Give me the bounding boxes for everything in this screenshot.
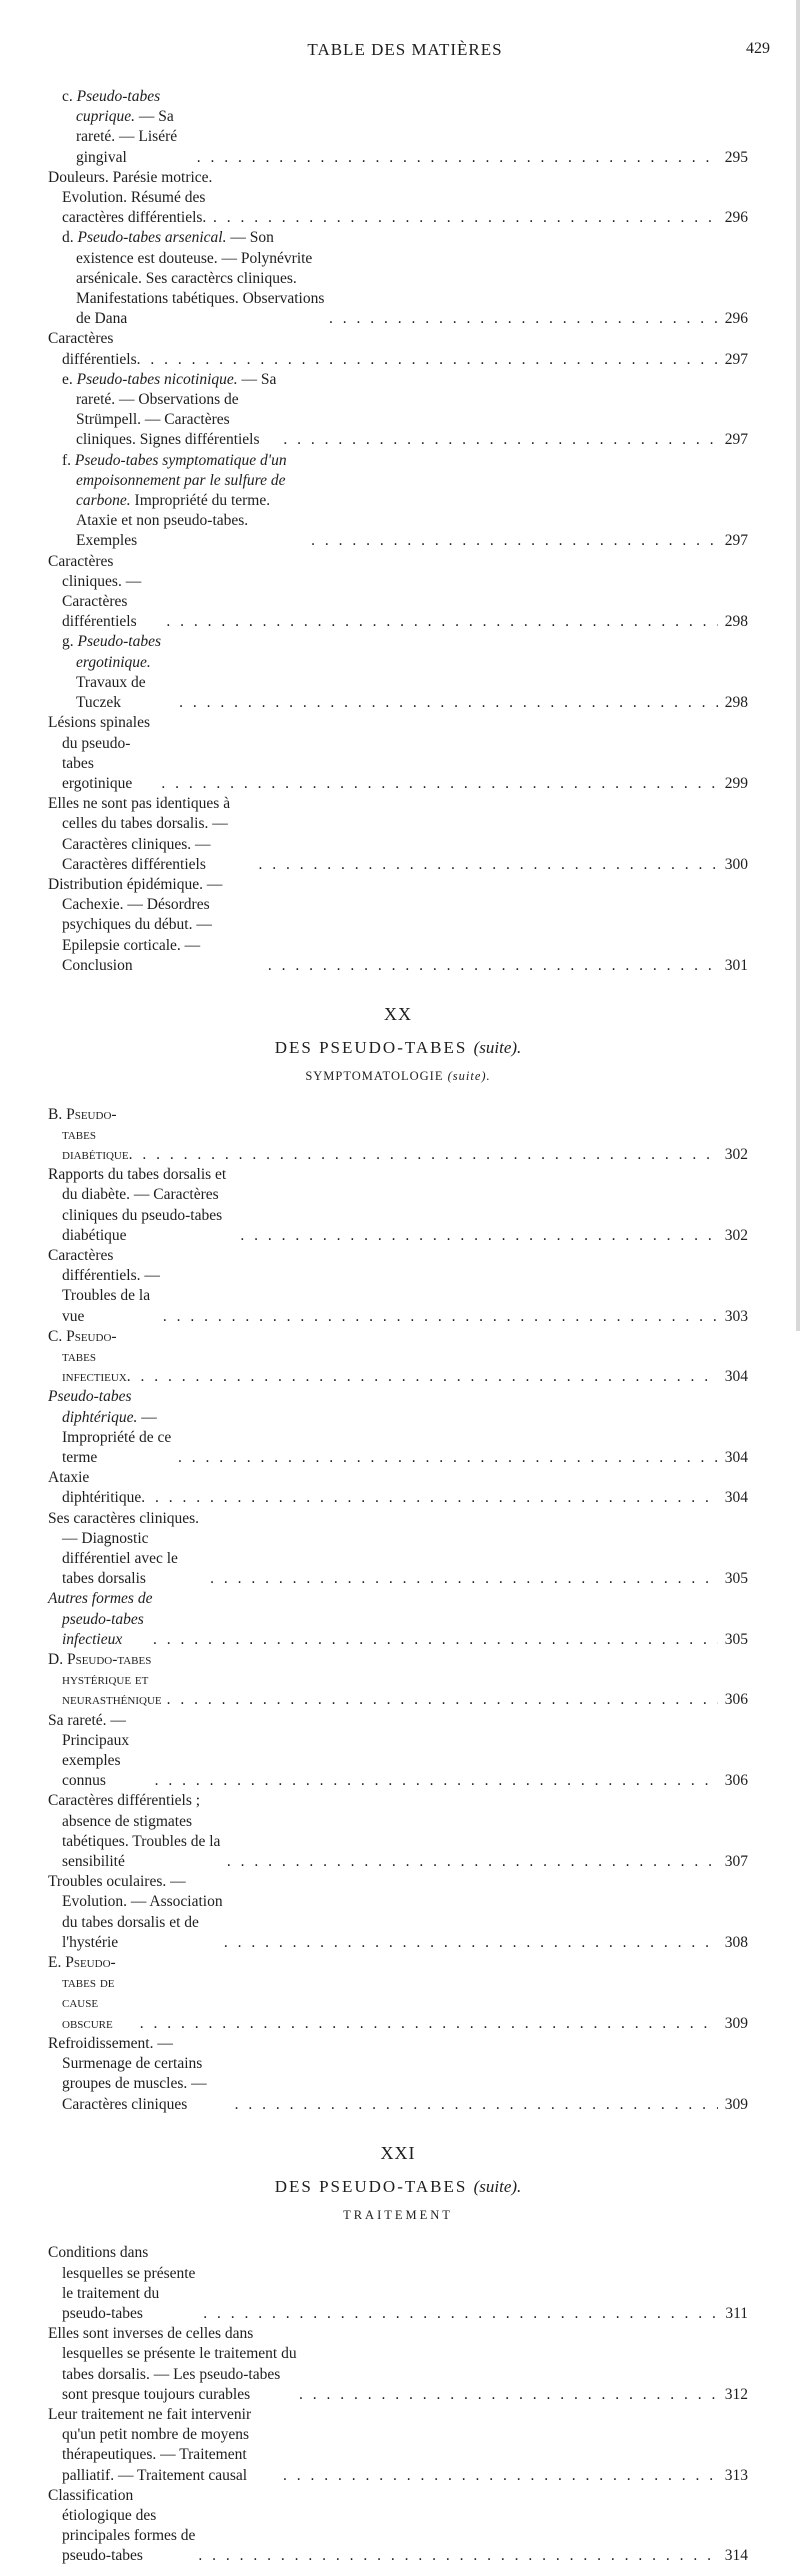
- toc-entry: [48, 2486, 748, 2567]
- leader-dots: [161, 774, 718, 794]
- toc-entry-text: [48, 552, 166, 633]
- entry-page-number: 314: [724, 2547, 748, 2565]
- toc-entry: [48, 875, 748, 976]
- entry-page-number: 306: [724, 1772, 748, 1790]
- leader-dots: [203, 2304, 718, 2324]
- leader-dots: [163, 1307, 718, 1327]
- chapter-21-title-text: DES PSEUDO-TABES: [274, 2176, 468, 2196]
- entry-description: Caractères différentiels. — Troubles de la vue: [48, 1246, 160, 1325]
- entry-page-number: 301: [724, 956, 748, 974]
- chapter-21-subtitle: TRAITEMENT: [343, 2208, 453, 2223]
- entry-label: B.: [48, 1105, 63, 1123]
- toc-entry-text: [48, 1589, 153, 1650]
- toc-entry: [48, 168, 748, 229]
- toc-entry-text: [48, 1387, 178, 1468]
- entry-label: c.: [62, 88, 73, 105]
- entry-description: Ses caractères cliniques. — Diagnostic différentiel avec le tabes dorsalis: [48, 1509, 200, 1588]
- leader-dots: [235, 2095, 718, 2115]
- entry-label: e.: [62, 370, 73, 388]
- leader-dots: [240, 1226, 718, 1246]
- toc-entry-text: [48, 875, 268, 976]
- entry-description: Elles sont inverses de celles dans lesquelles se présente le traitement du tabes dorsalis. — Les pseudo-tabes sont presque toujours curables: [48, 2325, 297, 2403]
- entry-description: — Sa rareté. — Liséré gingival: [76, 108, 178, 166]
- leader-dots: [197, 148, 718, 168]
- entry-page-number: 305: [724, 1630, 748, 1648]
- toc-entry-text: [48, 1872, 224, 1953]
- toc-entry: [48, 713, 748, 794]
- toc-entry-text: [48, 1650, 167, 1711]
- entry-label: d.: [62, 229, 74, 247]
- toc-entry-text: [62, 632, 179, 713]
- toc-entry-text: [48, 2324, 299, 2405]
- leader-dots: [213, 208, 718, 228]
- toc-entry-text: [48, 2243, 203, 2324]
- leader-dots: [258, 855, 718, 875]
- leader-dots: [167, 1690, 718, 1710]
- chapter-20-number: XX: [384, 1003, 412, 1024]
- toc-entry-text: [48, 1711, 155, 1792]
- leader-dots: [153, 1630, 718, 1650]
- toc-entry-text: [48, 168, 213, 229]
- entry-page-number: 311: [725, 2304, 748, 2322]
- toc-entry-text: [48, 1791, 227, 1872]
- leader-dots: [166, 612, 718, 632]
- chapter-20-title-text: DES PSEUDO-TABES: [274, 1038, 468, 1058]
- entry-page-number: 296: [724, 310, 748, 328]
- toc-entry-text: [48, 1105, 129, 1166]
- leader-dots: [198, 2546, 718, 2566]
- chapter-20-subtitle-suffix: (suite).: [447, 1069, 491, 1084]
- entry-page-number: 306: [724, 1691, 748, 1709]
- entry-description: Douleurs. Parésie motrice. Evolution. Résumé des caractères différentiels.: [48, 168, 213, 227]
- entry-description: Ataxie diphtéritique: [48, 1469, 142, 1507]
- leader-dots: [178, 1448, 718, 1468]
- chapter-20-subtitle-text: SYMPTOMATOLOGIE: [305, 1069, 444, 1084]
- toc-entry: [48, 329, 748, 369]
- entry-page-number: 312: [724, 2385, 748, 2403]
- entry-section-heading: Pseudo-tabes de cause obscure: [62, 1954, 116, 2032]
- entry-page-number: 299: [724, 774, 748, 792]
- toc-entry: [48, 632, 748, 713]
- toc-entry-text: [48, 1165, 240, 1246]
- entry-page-number: 309: [724, 2014, 748, 2032]
- toc-entry: [48, 451, 748, 552]
- entry-italic-title: Pseudo-tabes diphtérique.: [48, 1388, 138, 1426]
- toc-entry: [48, 228, 748, 329]
- leader-dots: [311, 531, 718, 551]
- entry-page-number: 300: [724, 855, 748, 873]
- entry-italic-title: Pseudo-tabes arsenical.: [77, 229, 227, 247]
- toc-entry: [48, 2324, 748, 2405]
- toc-entry-text: [48, 329, 137, 369]
- entry-description: Caractères différentiels ; absence de stigmates tabétiques. Troubles de la sensibilité: [48, 1792, 221, 1871]
- entry-description: Elles ne sont pas identiques à celles du tabes dorsalis. — Caractères cliniques. — Caractères différentiels: [48, 795, 231, 873]
- header-page-number: 429: [746, 40, 770, 57]
- entry-description: Refroidissement. — Surmenage de certains groupes de muscles. — Caractères cliniques: [48, 2034, 207, 2113]
- leader-dots: [224, 1933, 718, 1953]
- leader-dots: [127, 1367, 718, 1387]
- leader-dots: [299, 2385, 718, 2405]
- toc-entry-text: [48, 2486, 198, 2567]
- entry-page-number: 302: [724, 1145, 748, 1163]
- toc-entry: [48, 1468, 748, 1508]
- entry-description: Caractères différentiels: [48, 330, 137, 368]
- toc-entry: [48, 1387, 748, 1468]
- leader-dots: [129, 1145, 718, 1165]
- toc-entry-text: [62, 87, 197, 168]
- toc-entry: [48, 1711, 748, 1792]
- entry-label: g.: [62, 633, 74, 651]
- entry-page-number: 298: [724, 613, 748, 631]
- toc-entry-text: [62, 451, 311, 552]
- entry-description: Rapports du tabes dorsalis et du diabète. — Caractères cliniques du pseudo-tabes diabétique: [48, 1166, 227, 1244]
- toc-entry: [48, 1165, 748, 1246]
- leader-dots: [141, 1488, 718, 1508]
- toc-entry: [48, 2243, 748, 2324]
- entry-label: f.: [62, 451, 72, 469]
- leader-dots: [140, 2014, 718, 2034]
- toc-entry: [48, 1791, 748, 1872]
- entry-section-heading: Pseudo-tabes infectieux: [62, 1327, 127, 1386]
- entry-description: Impropriété du terme. Ataxie et non pseudo-tabes. Exemples: [76, 492, 271, 550]
- leader-dots: [329, 309, 718, 329]
- entry-section-heading: Pseudo-tabes diabétique: [62, 1105, 129, 1163]
- entry-description: Leur traitement ne fait intervenir qu'un petit nombre de moyens thérapeutiques. — Traitement palliatif. — Traitement causal: [48, 2405, 252, 2484]
- toc-entry-text: [48, 1953, 140, 2034]
- toc-entry: [48, 794, 748, 875]
- page-edge-shadow: [796, 0, 800, 1331]
- toc-section-chapter-20: [48, 1105, 748, 2115]
- toc-entry: [48, 1509, 748, 1590]
- leader-dots: [179, 693, 718, 713]
- entry-page-number: 296: [724, 209, 748, 227]
- entry-page-number: 295: [724, 148, 748, 166]
- toc-section-previous: [48, 87, 748, 976]
- leader-dots: [155, 1771, 718, 1791]
- header-title: TABLE DES MATIÈRES: [307, 40, 503, 59]
- entry-section-heading: Pseudo-tabes hystérique et neurasthénique: [62, 1651, 162, 1709]
- toc-entry: [48, 2405, 748, 2486]
- toc-entry-text: [62, 228, 329, 329]
- entry-description: Classification étiologique des principales formes de pseudo-tabes: [48, 2486, 196, 2565]
- toc-entry: [48, 2034, 748, 2115]
- entry-page-number: 304: [724, 1449, 748, 1466]
- entry-page-number: 297: [724, 350, 748, 368]
- toc-entry: [48, 1872, 748, 1953]
- entry-page-number: 297: [724, 431, 748, 449]
- chapter-20-title-suffix: (suite).: [473, 1038, 522, 1058]
- running-header: [40, 40, 770, 64]
- toc-entry-text: [48, 713, 161, 794]
- leader-dots: [210, 1569, 718, 1589]
- chapter-20-title: [48, 1038, 748, 1058]
- toc-entry-text: [48, 1509, 210, 1590]
- leader-dots: [283, 2466, 718, 2486]
- entry-page-number: 297: [724, 532, 748, 550]
- entry-label: D.: [48, 1651, 64, 1669]
- chapter-21-number: XXI: [380, 2142, 416, 2163]
- entry-page-number: 302: [724, 1226, 748, 1244]
- entry-page-number: 304: [724, 1489, 748, 1507]
- entry-label: E.: [48, 1954, 62, 1972]
- entry-description: Troubles oculaires. — Evolution. — Association du tabes dorsalis et de l'hystérie: [48, 1873, 223, 1951]
- entry-italic-title: Pseudo-tabes cuprique.: [76, 88, 161, 126]
- entry-page-number: 304: [724, 1368, 748, 1386]
- entry-italic-title: Pseudo-tabes symptomatique d'un empoisonnement par le sulfure de carbone.: [74, 451, 287, 510]
- chapter-20-subtitle: [48, 1066, 748, 1086]
- entry-page-number: 303: [724, 1307, 748, 1325]
- toc-entry: [48, 1953, 748, 2034]
- toc-entry: [48, 370, 748, 451]
- toc-entry-text: [48, 1246, 163, 1327]
- entry-page-number: 309: [724, 2095, 748, 2113]
- toc-entry-text: [48, 1468, 142, 1508]
- toc-entry: [48, 87, 748, 168]
- leader-dots: [283, 430, 718, 450]
- toc-entry-text: [48, 2034, 235, 2115]
- entry-description: Travaux de Tuczek: [76, 673, 146, 712]
- toc-entry: [48, 552, 748, 633]
- entry-description: — Son existence est douteuse. — Polynévrite arsénicale. Ses caractèrcs cliniques. Manifestations tabétiques. Observations de Dana: [76, 229, 325, 328]
- toc-entry-text: [48, 1327, 127, 1388]
- entry-label: C.: [48, 1327, 63, 1345]
- chapter-21-title: [48, 2177, 748, 2197]
- entry-description: — Impropriété de ce terme: [62, 1408, 172, 1466]
- table-of-contents: [48, 87, 748, 2567]
- entry-page-number: 308: [724, 1933, 748, 1951]
- entry-description: Conditions dans lesquelles se présente le traitement du pseudo-tabes: [48, 2244, 196, 2322]
- toc-entry: [48, 1105, 748, 1166]
- entry-page-number: 298: [724, 694, 748, 712]
- entry-description: — Sa rareté. — Observations de Strümpell. — Caractères cliniques. Signes différentiels: [76, 370, 277, 449]
- toc-entry: [48, 1327, 748, 1388]
- leader-dots: [268, 956, 718, 976]
- leader-dots: [137, 350, 718, 370]
- toc-entry: [48, 1589, 748, 1650]
- toc-entry-text: [48, 2405, 283, 2486]
- entry-italic-title: Pseudo-tabes ergotinique.: [76, 633, 162, 671]
- entry-description: Lésions spinales du pseudo-tabes ergotinique: [48, 714, 151, 792]
- entry-description: Distribution épidémique. — Cachexie. — Désordres psychiques du début. — Epilepsie corticale. — Conclusion: [48, 875, 223, 974]
- entry-italic-title: Autres formes de pseudo-tabes infectieux: [48, 1590, 153, 1648]
- toc-entry-text: [62, 370, 283, 451]
- entry-page-number: 313: [724, 2466, 748, 2484]
- entry-description: Caractères cliniques. — Caractères différentiels: [48, 552, 142, 631]
- entry-page-number: 305: [724, 1570, 748, 1588]
- leader-dots: [227, 1852, 718, 1872]
- toc-entry: [48, 1246, 748, 1327]
- entry-description: Sa rareté. — Principaux exemples connus: [48, 1711, 130, 1790]
- toc-entry-text: [48, 794, 258, 875]
- entry-italic-title: Pseudo-tabes nicotinique.: [76, 370, 238, 388]
- entry-page-number: 307: [724, 1853, 748, 1871]
- toc-section-chapter-21: [48, 2243, 748, 2566]
- chapter-21-title-suffix: (suite).: [473, 2176, 522, 2196]
- toc-entry: [48, 1650, 748, 1711]
